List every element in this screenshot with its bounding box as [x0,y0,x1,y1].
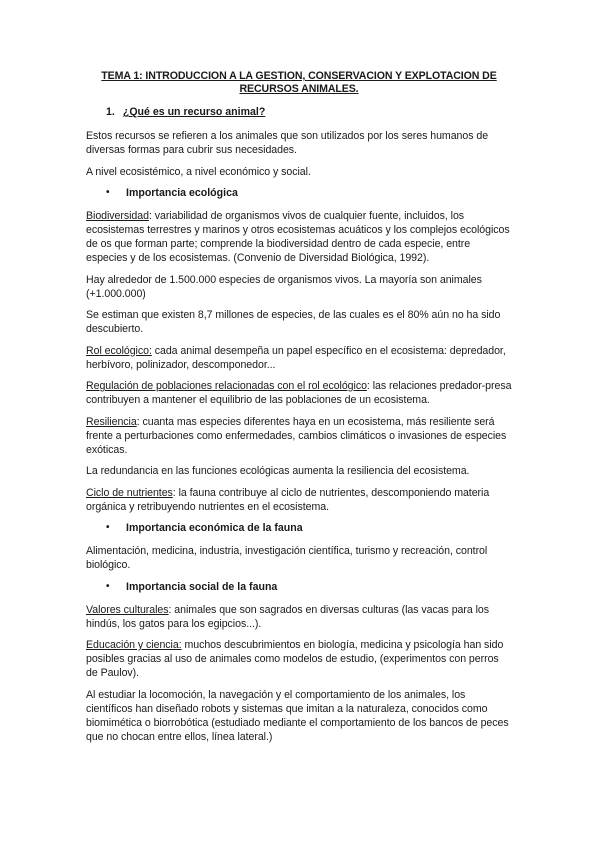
term-regulacion: Regulación de poblaciones relacionadas con el rol ecológico [86,380,367,392]
text-regulacion: : las relaciones predador-presa contribuyen a mantener el equilibrio de las poblaciones de un ecosistema. [86,380,512,406]
text-valores: : animales que son sagrados en diversas culturas (las vacas para los hindús, los gatos para los egipcios...). [86,603,489,630]
paragraph-valores [86,603,512,631]
bullet-icon: • [106,187,110,198]
bullet-heading-economica [86,521,512,535]
paragraph-estiman: Se estiman que existen 8,7 millones de especies, de las cuales es el 80% aún no ha sido descubierto. [86,309,501,335]
paragraph-biodiversidad [86,209,512,265]
paragraph-levels: A nivel ecosistémico, a nivel económico y social. [86,165,311,178]
paragraph-resiliencia [86,415,512,457]
paragraph-especies: Hay alrededor de 1.500.000 especies de organismos vivos. La mayoría son animales (+1.000.000) [86,273,482,300]
paragraph-educacion [86,638,512,680]
text-ciclo: : la fauna contribuye al ciclo de nutrientes, descomponiendo materia orgánica y retribuyendo nutrientes en el ecosistema. [86,486,490,513]
bullet-label: Importancia ecológica [126,187,238,199]
section-title: ¿Qué es un recurso animal? [122,106,266,118]
text-educacion: muchos descubrimientos en biología, medicina y psicología han sido posibles gracias al uso de animales como modelos de estudio, (experimentos con perros de Paulov). [86,639,504,679]
paragraph-locomocion: Al estudiar la locomoción, la navegación y el comportamiento de los animales, los científicos han diseñado robots y sistemas que imitan a la naturaleza, conocidos como biomimética o biorrobótica (estudiado mediante el comportamiento de los bancos de peces que no chocan entre ellos, línea lateral.) [86,688,509,743]
paragraph-regulacion [86,379,512,407]
text-resiliencia: : cuanta mas especies diferentes haya en un ecosistema, más resiliente será frente a perturbaciones como enfermedades, cambios climáticos o invasiones de especies exóticas. [86,415,507,456]
bullet-label: Importancia social de la fauna [126,580,278,593]
bullet-heading-social [86,580,512,594]
section-heading [86,105,512,119]
term-educacion: Educación y ciencia: [86,639,182,651]
paragraph-intro: Estos recursos se refieren a los animales que son utilizados por los seres humanos de diversas formas para cubrir sus necesidades. [86,130,489,156]
paragraph-ciclo [86,486,512,514]
term-ciclo: Ciclo de nutrientes [86,486,173,499]
bullet-heading-ecologica [86,186,512,200]
term-valores: Valores culturales [86,603,169,616]
term-biodiversidad: Biodiversidad [86,210,149,222]
section-number: 1. [106,106,115,118]
text-biodiversidad: : variabilidad de organismos vivos de cualquier fuente, incluidos, los ecosistemas terrestres y marinos y otros ecosistemas acuáticos y los complejos ecológicos de os que forman parte; comprende la biodiversidad dentro de cada especie, entre especies y de los ecosistemas. (Convenio de Diversidad Biológica, 1992). [86,210,510,264]
paragraph-rol [86,344,512,372]
bullet-icon: • [106,580,110,592]
term-resiliencia: Resiliencia [86,415,137,428]
term-rol: Rol ecológico: [86,344,152,357]
bullet-icon: • [106,522,110,533]
bullet-label: Importancia económica de la fauna [126,522,303,534]
paragraph-redundancia: La redundancia en las funciones ecológicas aumenta la resiliencia del ecosistema. [86,465,470,477]
document-title: TEMA 1: INTRODUCCION A LA GESTION, CONSERVACION Y EXPLOTACION DE RECURSOS ANIMALES. [101,70,497,95]
text-rol: cada animal desempeña un papel específico en el ecosistema: depredador, herbívoro, polinizador, descomponedor... [86,344,506,371]
paragraph-economica: Alimentación, medicina, industria, investigación científica, turismo y recreación, control biológico. [86,545,488,571]
